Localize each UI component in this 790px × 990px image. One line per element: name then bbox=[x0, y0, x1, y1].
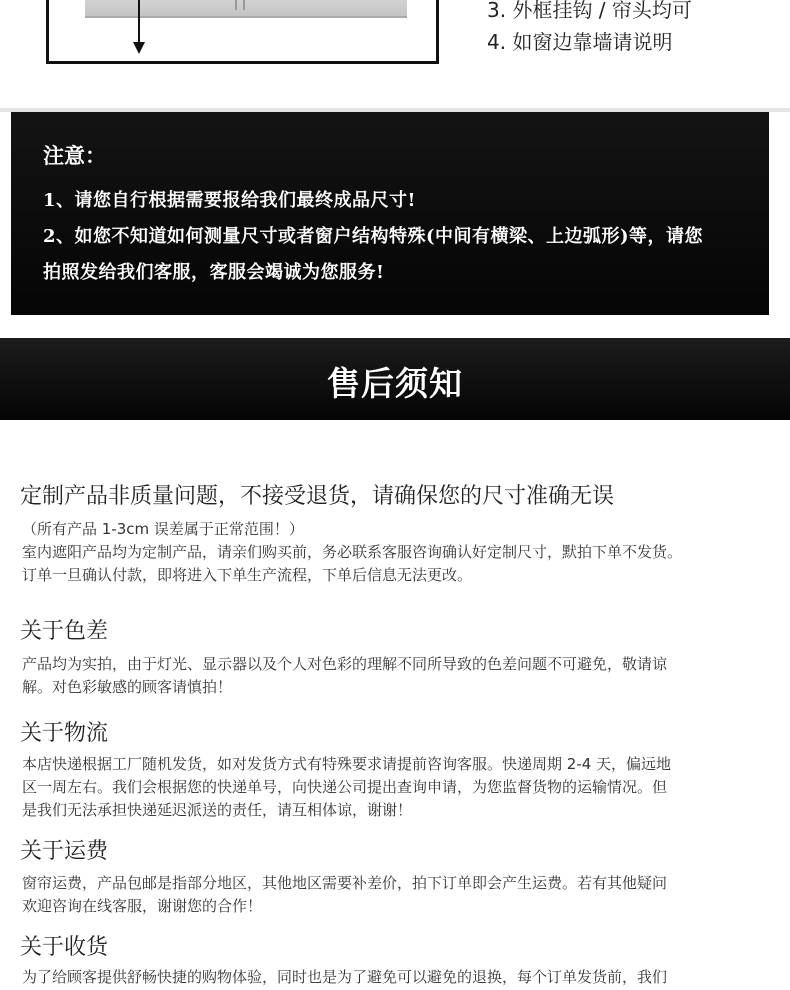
notice-line: 1、请您自行根据需要报给我们最终成品尺寸! bbox=[43, 190, 416, 211]
custom-product-heading: 定制产品非质量问题，不接受退货，请确保您的尺寸准确无误 bbox=[20, 484, 615, 509]
section-title: 售后须知 bbox=[327, 364, 463, 403]
measurement-diagram-area bbox=[0, 0, 790, 112]
notice-line: 2、如您不知道如何测量尺寸或者窗户结构特殊(中间有横梁、上边弧形)等，请您 bbox=[43, 226, 704, 247]
receiving-heading: 关于收货 bbox=[20, 935, 109, 960]
window-frame-divider bbox=[235, 0, 237, 10]
notice-title: 注意： bbox=[43, 143, 106, 168]
shipping-line: 欢迎咨询在线客服，谢谢您的合作！ bbox=[22, 897, 263, 915]
measurement-line bbox=[138, 0, 140, 44]
custom-line: （所有产品 1-3cm 误差属于正常范围！） bbox=[22, 520, 304, 538]
notice-box bbox=[11, 112, 769, 315]
color-heading: 关于色差 bbox=[20, 619, 109, 644]
notice-line: 拍照发给我们客服，客服会竭诚为您服务! bbox=[43, 262, 385, 283]
custom-line: 室内遮阳产品均为定制产品，请亲们购买前，务必联系客服咨询确认好定制尺寸，默拍下单不发货。 bbox=[22, 543, 683, 561]
note-item: 3. 外框挂钩 / 帘头均可 bbox=[487, 0, 692, 22]
custom-line: 订单一旦确认付款，即将进入下单生产流程，下单后信息无法更改。 bbox=[22, 566, 473, 584]
logistics-line: 本店快递根据工厂随机发货，如对发货方式有特殊要求请提前咨询客服。快递周期 2-4 天，偏远地 bbox=[22, 755, 672, 773]
shipping-heading: 关于运费 bbox=[20, 839, 109, 864]
color-line: 产品均为实拍，由于灯光、显示器以及个人对色彩的理解不同所导致的色差问题不可避免，敬请谅 bbox=[22, 655, 668, 673]
window-image bbox=[85, 0, 407, 18]
receiving-line: 为了给顾客提供舒畅快捷的购物体验，同时也是为了避免可以避免的退换，每个订单发货前，我们 bbox=[22, 968, 668, 986]
section-banner bbox=[0, 338, 790, 420]
logistics-line: 区一周左右。我们会根据您的快递单号，向快递公司提出查询申请，为您监督货物的运输情况。但 bbox=[22, 778, 668, 796]
note-item: 4. 如窗边靠墙请说明 bbox=[487, 30, 673, 54]
measurement-notes bbox=[487, 0, 692, 58]
logistics-heading: 关于物流 bbox=[20, 721, 109, 746]
logistics-line: 是我们无法承担快递延迟派送的责任，请互相体谅，谢谢！ bbox=[22, 801, 413, 819]
window-frame-divider bbox=[243, 0, 245, 10]
color-line: 解。对色彩敏感的顾客请慎拍！ bbox=[22, 678, 233, 696]
arrow-down-icon bbox=[133, 42, 145, 54]
shipping-line: 窗帘运费，产品包邮是指部分地区，其他地区需要补差价，拍下订单即会产生运费。若有其他疑问 bbox=[22, 874, 668, 892]
measurement-diagram bbox=[46, 0, 439, 64]
